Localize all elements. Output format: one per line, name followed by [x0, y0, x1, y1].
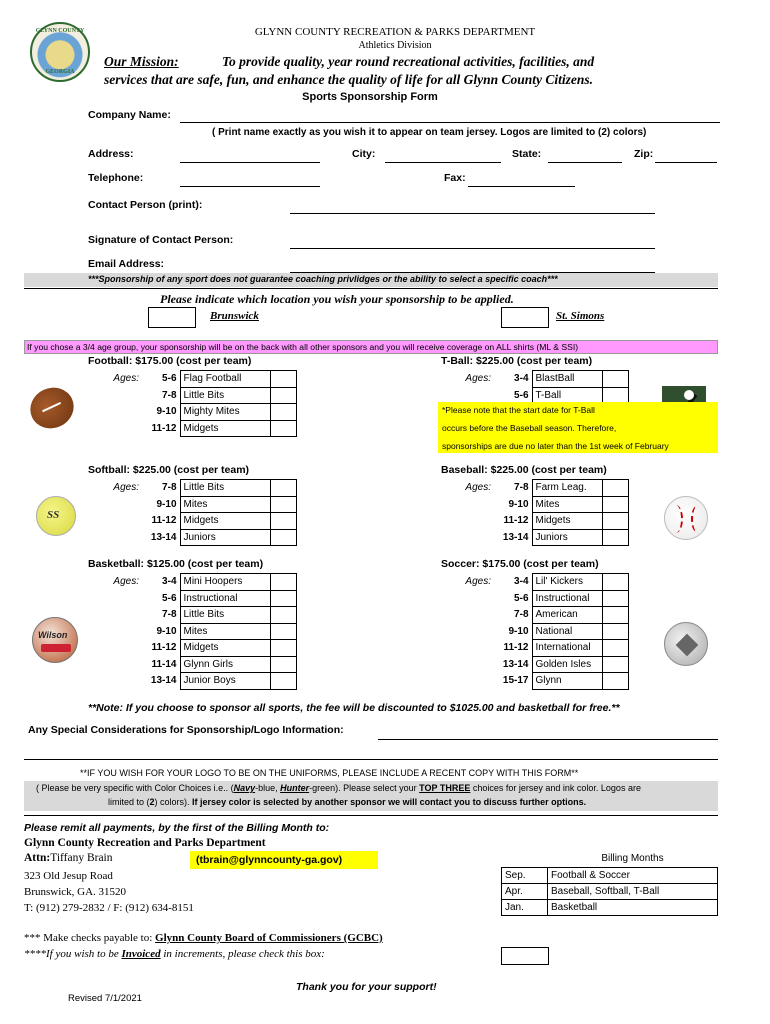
basketball-ages-spacer — [86, 623, 142, 640]
softball-row — [86, 496, 296, 513]
basketball-checkbox[interactable] — [270, 673, 296, 690]
softball-row — [86, 529, 296, 546]
division-title: Athletics Division — [358, 40, 432, 51]
softball-ages-spacer — [86, 513, 142, 530]
basketball-age-range: 3-4 — [142, 574, 180, 591]
state-label: State: — [512, 148, 542, 160]
logo-text-top: GLYNN COUNTY — [35, 28, 85, 34]
address-label: Address: — [88, 148, 134, 160]
color-note-top-three: TOP THREE — [419, 783, 471, 793]
logo-notice: **IF YOU WISH FOR YOUR LOGO TO BE ON THE UNIFORMS, PLEASE INCLUDE A RECENT COPY WITH THIS FORM** — [80, 768, 579, 778]
payment-email-text: (tbrain@glynncounty-ga.gov) — [196, 854, 343, 866]
basketball-age-range: 11-14 — [142, 656, 180, 673]
billing-sports: Football & Soccer — [548, 867, 718, 883]
tball-note — [438, 402, 718, 453]
soccer-row — [438, 623, 628, 640]
tball-note-line2: occurs before the Baseball season. Therefore, — [442, 423, 617, 433]
payment-phone: T: (912) 279-2832 / F: (912) 634-8151 — [24, 902, 194, 914]
basketball-division-name: Mini Hoopers — [180, 574, 270, 591]
basketball-table — [86, 573, 297, 690]
soccer-row — [438, 590, 628, 607]
basketball-age-range: 13-14 — [142, 673, 180, 690]
softball-checkbox[interactable] — [270, 496, 296, 513]
basketball-division-name: Glynn Girls — [180, 656, 270, 673]
football-ages-label: Ages: — [113, 373, 139, 385]
mission-line2: services that are safe, fun, and enhance the quality of life for all Glynn County Citizens. — [104, 72, 594, 87]
soccer-age-range: 9-10 — [494, 623, 532, 640]
signature-field[interactable] — [290, 248, 655, 249]
softball-age-range: 7-8 — [142, 480, 180, 497]
baseball-row — [438, 496, 628, 513]
football-division-name: Flag Football — [180, 371, 270, 388]
soccer-checkbox[interactable] — [602, 623, 628, 640]
basketball-ages-spacer — [86, 590, 142, 607]
basketball-checkbox[interactable] — [270, 656, 296, 673]
softball-checkbox[interactable] — [270, 529, 296, 546]
basketball-ages-spacer — [86, 673, 142, 690]
department-title: GLYNN COUNTY RECREATION & PARKS DEPARTMENT — [254, 26, 536, 38]
football-table — [86, 370, 297, 437]
baseball-checkbox[interactable] — [602, 480, 628, 497]
basketball-division-name: Mites — [180, 623, 270, 640]
billing-sports: Baseball, Softball, T-Ball — [548, 883, 718, 899]
color-note-hunter: Hunter — [280, 783, 310, 793]
baseball-division-name: Juniors — [532, 529, 602, 546]
contact-person-label: Contact Person (print): — [88, 199, 203, 211]
baseball-age-range: 11-12 — [494, 513, 532, 530]
football-division-name: Mighty Mites — [180, 404, 270, 421]
tball-table — [438, 370, 629, 404]
softball-division-name: Juniors — [180, 529, 270, 546]
football-checkbox[interactable] — [270, 387, 296, 404]
soccer-ages-label: Ages: — [465, 576, 491, 588]
billing-row — [502, 867, 718, 883]
baseball-row — [438, 529, 628, 546]
football-checkbox[interactable] — [270, 371, 296, 388]
email-label: Email Address: — [88, 258, 165, 270]
invoice-word: Invoiced — [121, 948, 161, 960]
baseball-ages-spacer — [438, 513, 494, 530]
baseball-division-name: Midgets — [532, 513, 602, 530]
soccer-ages-spacer — [438, 623, 494, 640]
soccer-title: Soccer: $175.00 (cost per team) — [441, 558, 599, 570]
color-note-p1: ( Please be very specific with Color Choices i.e.. ( — [36, 783, 234, 793]
invoice-line — [24, 948, 325, 960]
basketball-row — [86, 656, 296, 673]
fax-field[interactable] — [468, 186, 575, 187]
soccer-division-name: Instructional — [532, 590, 602, 607]
softball-icon: SS — [36, 496, 76, 536]
special-considerations-field-2[interactable] — [24, 759, 718, 760]
city-field[interactable] — [385, 162, 501, 163]
tball-age-range: 5-6 — [494, 387, 532, 404]
invoice-line-c: in increments, please check this box: — [160, 948, 325, 960]
soccer-age-range: 15-17 — [494, 673, 532, 690]
softball-title: Softball: $225.00 (cost per team) — [88, 464, 250, 476]
tball-age-range: 3-4 — [494, 371, 532, 388]
soccer-division-name: Glynn — [532, 673, 602, 690]
color-note-line2a: limited to ( — [108, 797, 150, 807]
payment-org: Glynn County Recreation and Parks Department — [24, 837, 266, 849]
tball-note-line1: *Please note that the start date for T-Ball — [442, 405, 595, 415]
disclaimer-text: ***Sponsorship of any sport does not guarantee coaching privlidges or the ability to select a specific coach*** — [88, 274, 558, 284]
soccer-age-range: 13-14 — [494, 656, 532, 673]
checks-payee: Glynn County Board of Commissioners (GCBC) — [155, 932, 383, 944]
basketball-division-name: Junior Boys — [180, 673, 270, 690]
age-group-note — [24, 340, 718, 354]
softball-division-name: Little Bits — [180, 480, 270, 497]
payment-address-1: 323 Old Jesup Road — [24, 870, 113, 882]
soccer-checkbox[interactable] — [602, 673, 628, 690]
soccer-row — [438, 640, 628, 657]
address-field[interactable] — [180, 162, 320, 163]
baseball-checkbox[interactable] — [602, 529, 628, 546]
tball-title: T-Ball: $225.00 (cost per team) — [441, 355, 593, 367]
billing-row — [502, 883, 718, 899]
mission-label: Our Mission: — [104, 54, 179, 69]
invoice-line-a: ****If you wish to be — [24, 948, 122, 960]
soccer-ages-spacer — [438, 673, 494, 690]
baseball-icon — [664, 496, 708, 540]
softball-ages-spacer — [86, 496, 142, 513]
soccer-division-name: American — [532, 607, 602, 624]
billing-month: Sep. — [502, 867, 548, 883]
location-prompt: Please indicate which location you wish your sponsorship to be applied. — [160, 292, 514, 306]
basketball-title: Basketball: $125.00 (cost per team) — [88, 558, 264, 570]
contact-person-field[interactable] — [290, 213, 655, 214]
football-age-range: 9-10 — [142, 404, 180, 421]
signature-label: Signature of Contact Person: — [88, 234, 234, 246]
soccer-age-range: 5-6 — [494, 590, 532, 607]
invoice-checkbox[interactable] — [501, 947, 549, 965]
basketball-row — [86, 623, 296, 640]
football-ages-spacer — [86, 420, 142, 437]
color-note-two: 2 — [149, 797, 155, 807]
basketball-ages-spacer — [86, 607, 142, 624]
color-note-p4: choices for jersey and ink color. Logos are — [470, 783, 641, 793]
payment-email[interactable] — [190, 851, 378, 869]
tball-note-line3: sponsorships are due no later than the 1st week of February — [442, 441, 669, 451]
mission-statement — [104, 53, 744, 89]
softball-table — [86, 479, 297, 546]
basketball-icon: Wilson — [32, 617, 78, 663]
city-label: City: — [352, 148, 376, 160]
soccer-division-name: Lil' Kickers — [532, 574, 602, 591]
zip-field[interactable] — [655, 162, 717, 163]
basketball-age-range: 7-8 — [142, 607, 180, 624]
football-row — [86, 371, 296, 388]
soccer-division-name: National — [532, 623, 602, 640]
st-simons-checkbox[interactable] — [501, 307, 549, 328]
baseball-division-name: Mites — [532, 496, 602, 513]
soccer-checkbox[interactable] — [602, 590, 628, 607]
basketball-ages-spacer — [86, 640, 142, 657]
color-note-navy: Navy — [233, 783, 256, 793]
soccer-ages-spacer — [438, 607, 494, 624]
telephone-label: Telephone: — [88, 172, 144, 184]
soccer-ages-spacer — [438, 590, 494, 607]
color-note-p2: -blue, — [255, 783, 281, 793]
billing-header: Billing Months — [601, 853, 664, 865]
football-ages-spacer — [86, 387, 142, 404]
logo-text-bottom: GEORGIA — [45, 69, 75, 75]
softball-age-range: 13-14 — [142, 529, 180, 546]
print-note: ( Print name exactly as you wish it to appear on team jersey. Logos are limited to (2) colors) — [212, 127, 647, 138]
attn-label: Attn: — [24, 852, 51, 864]
football-row — [86, 420, 296, 437]
basketball-row — [86, 590, 296, 607]
softball-age-range: 9-10 — [142, 496, 180, 513]
billing-months-table — [501, 851, 718, 916]
billing-month: Apr. — [502, 883, 548, 899]
soccer-division-name: International — [532, 640, 602, 657]
payment-address-2: Brunswick, GA. 31520 — [24, 886, 127, 898]
billing-row — [502, 899, 718, 915]
baseball-age-range: 13-14 — [494, 529, 532, 546]
special-considerations-label: Any Special Considerations for Sponsorship/Logo Information: — [28, 724, 344, 736]
softball-ages-spacer — [86, 529, 142, 546]
basketball-checkbox[interactable] — [270, 607, 296, 624]
soccer-checkbox[interactable] — [602, 640, 628, 657]
st-simons-label: St. Simons — [556, 310, 605, 322]
discount-note: **Note: If you choose to sponsor all sports, the fee will be discounted to $1025.00 and basketball for free.** — [88, 702, 620, 714]
baseball-table — [438, 479, 629, 546]
revised-date: Revised 7/1/2021 — [68, 993, 142, 1004]
baseball-ages-label: Ages: — [465, 482, 491, 494]
age-group-note-text: If you chose a 3/4 age group, your sponsorship will be on the back with all other sponsors and you will receive coverage on ALL shirts (ML & SSI) — [27, 342, 579, 352]
basketball-checkbox[interactable] — [270, 574, 296, 591]
color-note-p3: -green). Please select your — [309, 783, 420, 793]
county-seal-logo — [30, 22, 90, 82]
company-name-label: Company Name: — [88, 109, 171, 121]
baseball-row — [438, 513, 628, 530]
soccer-row — [438, 673, 628, 690]
telephone-field[interactable] — [180, 186, 320, 187]
football-row — [86, 404, 296, 421]
softball-checkbox[interactable] — [270, 513, 296, 530]
remit-line: Please remit all payments, by the first of the Billing Month to: — [24, 822, 330, 834]
baseball-ages-spacer — [438, 529, 494, 546]
soccer-age-range: 11-12 — [494, 640, 532, 657]
attn-name: Tiffany Brain — [50, 852, 113, 864]
basketball-checkbox[interactable] — [270, 623, 296, 640]
football-age-range: 11-12 — [142, 420, 180, 437]
basketball-ages-label: Ages: — [113, 576, 139, 588]
tball-row — [438, 371, 628, 388]
payment-attn — [24, 852, 113, 864]
soccer-division-name: Golden Isles — [532, 656, 602, 673]
football-row — [86, 387, 296, 404]
baseball-row — [438, 480, 628, 497]
football-age-range: 7-8 — [142, 387, 180, 404]
zip-label: Zip: — [634, 148, 654, 160]
state-field[interactable] — [548, 162, 622, 163]
soccer-age-range: 7-8 — [494, 607, 532, 624]
checks-payable — [24, 932, 383, 944]
soccer-ages-spacer — [438, 656, 494, 673]
fax-label: Fax: — [444, 172, 466, 184]
baseball-age-range: 7-8 — [494, 480, 532, 497]
company-name-field[interactable] — [180, 122, 720, 123]
tball-checkbox[interactable] — [602, 371, 628, 388]
tball-division-name: T-Ball — [532, 387, 602, 404]
soccer-checkbox[interactable] — [602, 656, 628, 673]
football-checkbox[interactable] — [270, 420, 296, 437]
softball-division-name: Midgets — [180, 513, 270, 530]
basketball-row — [86, 673, 296, 690]
disclaimer-bar — [24, 273, 718, 287]
basketball-division-name: Midgets — [180, 640, 270, 657]
basketball-age-range: 5-6 — [142, 590, 180, 607]
color-note — [24, 781, 718, 811]
baseball-ages-spacer — [438, 496, 494, 513]
soccer-ball-icon — [664, 622, 708, 666]
soccer-table — [438, 573, 629, 690]
baseball-division-name: Farm Leag. — [532, 480, 602, 497]
football-title: Football: $175.00 (cost per team) — [88, 355, 252, 367]
basketball-age-range: 9-10 — [142, 623, 180, 640]
billing-sports: Basketball — [548, 899, 718, 915]
softball-age-range: 11-12 — [142, 513, 180, 530]
color-note-line2c: If jersey color is selected by another sponsor we will contact you to discuss further options. — [192, 797, 587, 807]
checks-line1a: *** Make checks payable to: — [24, 932, 156, 944]
basketball-row — [86, 640, 296, 657]
basketball-ages-spacer — [86, 656, 142, 673]
basketball-checkbox[interactable] — [270, 640, 296, 657]
soccer-age-range: 3-4 — [494, 574, 532, 591]
soccer-ages-spacer — [438, 640, 494, 657]
softball-division-name: Mites — [180, 496, 270, 513]
football-checkbox[interactable] — [270, 404, 296, 421]
form-title: Sports Sponsorship Form — [302, 91, 438, 103]
color-note-line2b: ) colors). — [154, 797, 193, 807]
brunswick-checkbox[interactable] — [148, 307, 196, 328]
soccer-checkbox[interactable] — [602, 574, 628, 591]
tball-division-name: BlastBall — [532, 371, 602, 388]
mission-line1: To provide quality, year round recreational activities, facilities, and — [222, 54, 595, 69]
baseball-title: Baseball: $225.00 (cost per team) — [441, 464, 607, 476]
soccer-row — [438, 574, 628, 591]
basketball-age-range: 11-12 — [142, 640, 180, 657]
baseball-checkbox[interactable] — [602, 496, 628, 513]
football-age-range: 5-6 — [142, 371, 180, 388]
special-considerations-field-1[interactable] — [378, 739, 718, 740]
softball-checkbox[interactable] — [270, 480, 296, 497]
basketball-row — [86, 574, 296, 591]
football-ages-spacer — [86, 404, 142, 421]
soccer-row — [438, 607, 628, 624]
softball-row — [86, 513, 296, 530]
thank-you: Thank you for your support! — [296, 981, 437, 993]
billing-month: Jan. — [502, 899, 548, 915]
brunswick-label: Brunswick — [210, 310, 259, 322]
basketball-checkbox[interactable] — [270, 590, 296, 607]
softball-row — [86, 480, 296, 497]
basketball-division-name: Instructional — [180, 590, 270, 607]
basketball-row — [86, 607, 296, 624]
tball-ages-label: Ages: — [465, 373, 491, 385]
basketball-division-name: Little Bits — [180, 607, 270, 624]
softball-ages-label: Ages: — [113, 482, 139, 494]
soccer-checkbox[interactable] — [602, 607, 628, 624]
football-division-name: Midgets — [180, 420, 270, 437]
baseball-checkbox[interactable] — [602, 513, 628, 530]
baseball-age-range: 9-10 — [494, 496, 532, 513]
soccer-row — [438, 656, 628, 673]
football-icon — [24, 381, 81, 436]
football-division-name: Little Bits — [180, 387, 270, 404]
